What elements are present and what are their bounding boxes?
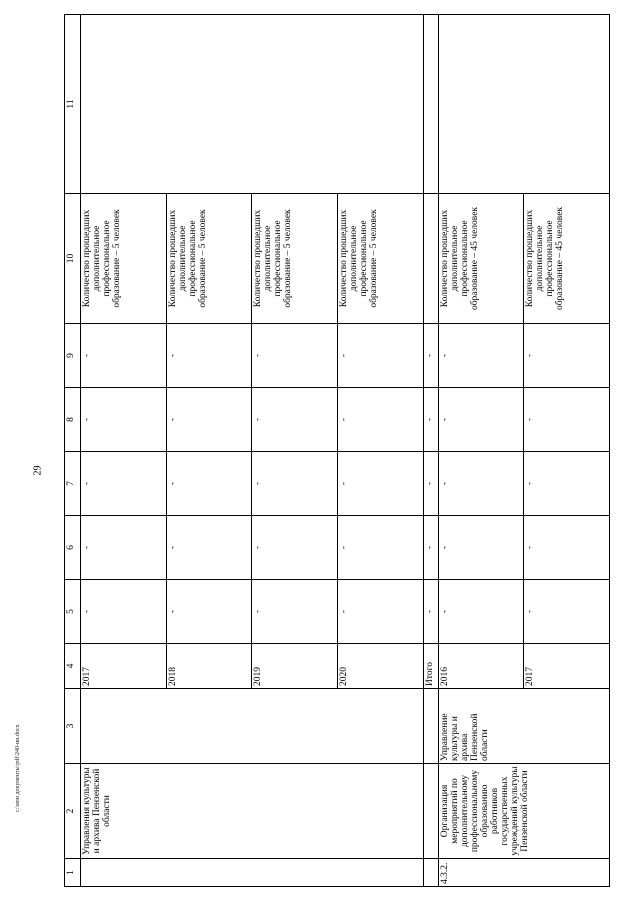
result-cell: Количество прошедших дополнительное профессиональное образование – 5 человек xyxy=(166,194,252,324)
table-row xyxy=(438,15,524,887)
value-cell: - xyxy=(81,580,167,644)
year-cell: 2017 xyxy=(81,644,167,689)
value-cell: - xyxy=(338,324,424,388)
value-cell: - xyxy=(252,580,338,644)
table-row xyxy=(81,15,167,887)
row-number-cell xyxy=(423,859,438,887)
result-cell: Количество прошедших дополнительное профессиональное образование – 45 человек xyxy=(438,194,524,324)
header-cell: 10 xyxy=(65,194,81,324)
value-cell: - xyxy=(338,388,424,452)
header-cell: 6 xyxy=(65,516,81,580)
activity-cell: Организация мероприятий по дополнительному профессиональному образованию работников государственных учреждений культуры Пензенской области xyxy=(438,764,609,859)
value-cell: - xyxy=(423,324,438,388)
value-cell: - xyxy=(166,324,252,388)
value-cell: - xyxy=(423,388,438,452)
note-cell xyxy=(81,15,424,194)
header-cell: 11 xyxy=(65,15,81,194)
header-cell: 2 xyxy=(65,764,81,859)
activity-cell: Управления культуры и архива Пензенской области xyxy=(81,764,424,859)
year-cell: 2018 xyxy=(166,644,252,689)
result-cell: Количество прошедших дополнительное профессиональное образование – 5 человек xyxy=(252,194,338,324)
value-cell: - xyxy=(81,516,167,580)
value-cell: - xyxy=(524,580,610,644)
value-cell: - xyxy=(338,516,424,580)
note-cell xyxy=(438,15,609,194)
value-cell: - xyxy=(524,324,610,388)
value-cell: - xyxy=(438,452,524,516)
value-cell: - xyxy=(166,516,252,580)
executor-cell xyxy=(423,689,438,764)
value-cell: - xyxy=(524,452,610,516)
value-cell: - xyxy=(252,452,338,516)
result-cell: Количество прошедших дополнительное профессиональное образование – 45 человек xyxy=(524,194,610,324)
value-cell: - xyxy=(81,388,167,452)
value-cell: - xyxy=(423,580,438,644)
value-cell: - xyxy=(338,580,424,644)
row-number-cell xyxy=(81,859,424,887)
result-cell: Количество прошедших дополнительное профессиональное образование – 5 человек xyxy=(81,194,167,324)
row-number-cell: 4.3.2. xyxy=(438,859,609,887)
value-cell: - xyxy=(252,516,338,580)
executor-cell xyxy=(81,689,424,764)
result-cell xyxy=(423,194,438,324)
executor-cell: Управление культуры и архива Пензенской области xyxy=(438,689,609,764)
value-cell: - xyxy=(338,452,424,516)
total-row xyxy=(423,15,438,887)
header-row xyxy=(65,15,81,887)
value-cell: - xyxy=(252,388,338,452)
value-cell: - xyxy=(438,516,524,580)
value-cell: - xyxy=(81,452,167,516)
value-cell: - xyxy=(438,324,524,388)
header-cell: 9 xyxy=(65,324,81,388)
note-cell xyxy=(423,15,438,194)
result-cell: Количество прошедших дополнительное профессиональное образование – 5 человек xyxy=(338,194,424,324)
header-cell: 1 xyxy=(65,859,81,887)
header-cell: 4 xyxy=(65,644,81,689)
rotated-table-container xyxy=(64,15,610,887)
year-cell: 2020 xyxy=(338,644,424,689)
value-cell: - xyxy=(438,580,524,644)
value-cell: - xyxy=(524,516,610,580)
total-label-cell: Итого xyxy=(423,644,438,689)
value-cell: - xyxy=(423,516,438,580)
value-cell: - xyxy=(166,580,252,644)
header-cell: 5 xyxy=(65,580,81,644)
year-cell: 2019 xyxy=(252,644,338,689)
page-number: 29 xyxy=(32,465,44,476)
value-cell: - xyxy=(166,452,252,516)
value-cell: - xyxy=(81,324,167,388)
value-cell: - xyxy=(524,388,610,452)
activity-cell xyxy=(423,764,438,859)
header-cell: 3 xyxy=(65,689,81,764)
value-cell: - xyxy=(438,388,524,452)
year-cell: 2016 xyxy=(438,644,524,689)
year-cell: 2017 xyxy=(524,644,610,689)
footer-file-path: c:\мои документы\pdf\240-ин.docx xyxy=(15,724,21,812)
value-cell: - xyxy=(252,324,338,388)
header-cell: 7 xyxy=(65,452,81,516)
value-cell: - xyxy=(166,388,252,452)
value-cell: - xyxy=(423,452,438,516)
program-table xyxy=(64,14,610,887)
header-cell: 8 xyxy=(65,388,81,452)
